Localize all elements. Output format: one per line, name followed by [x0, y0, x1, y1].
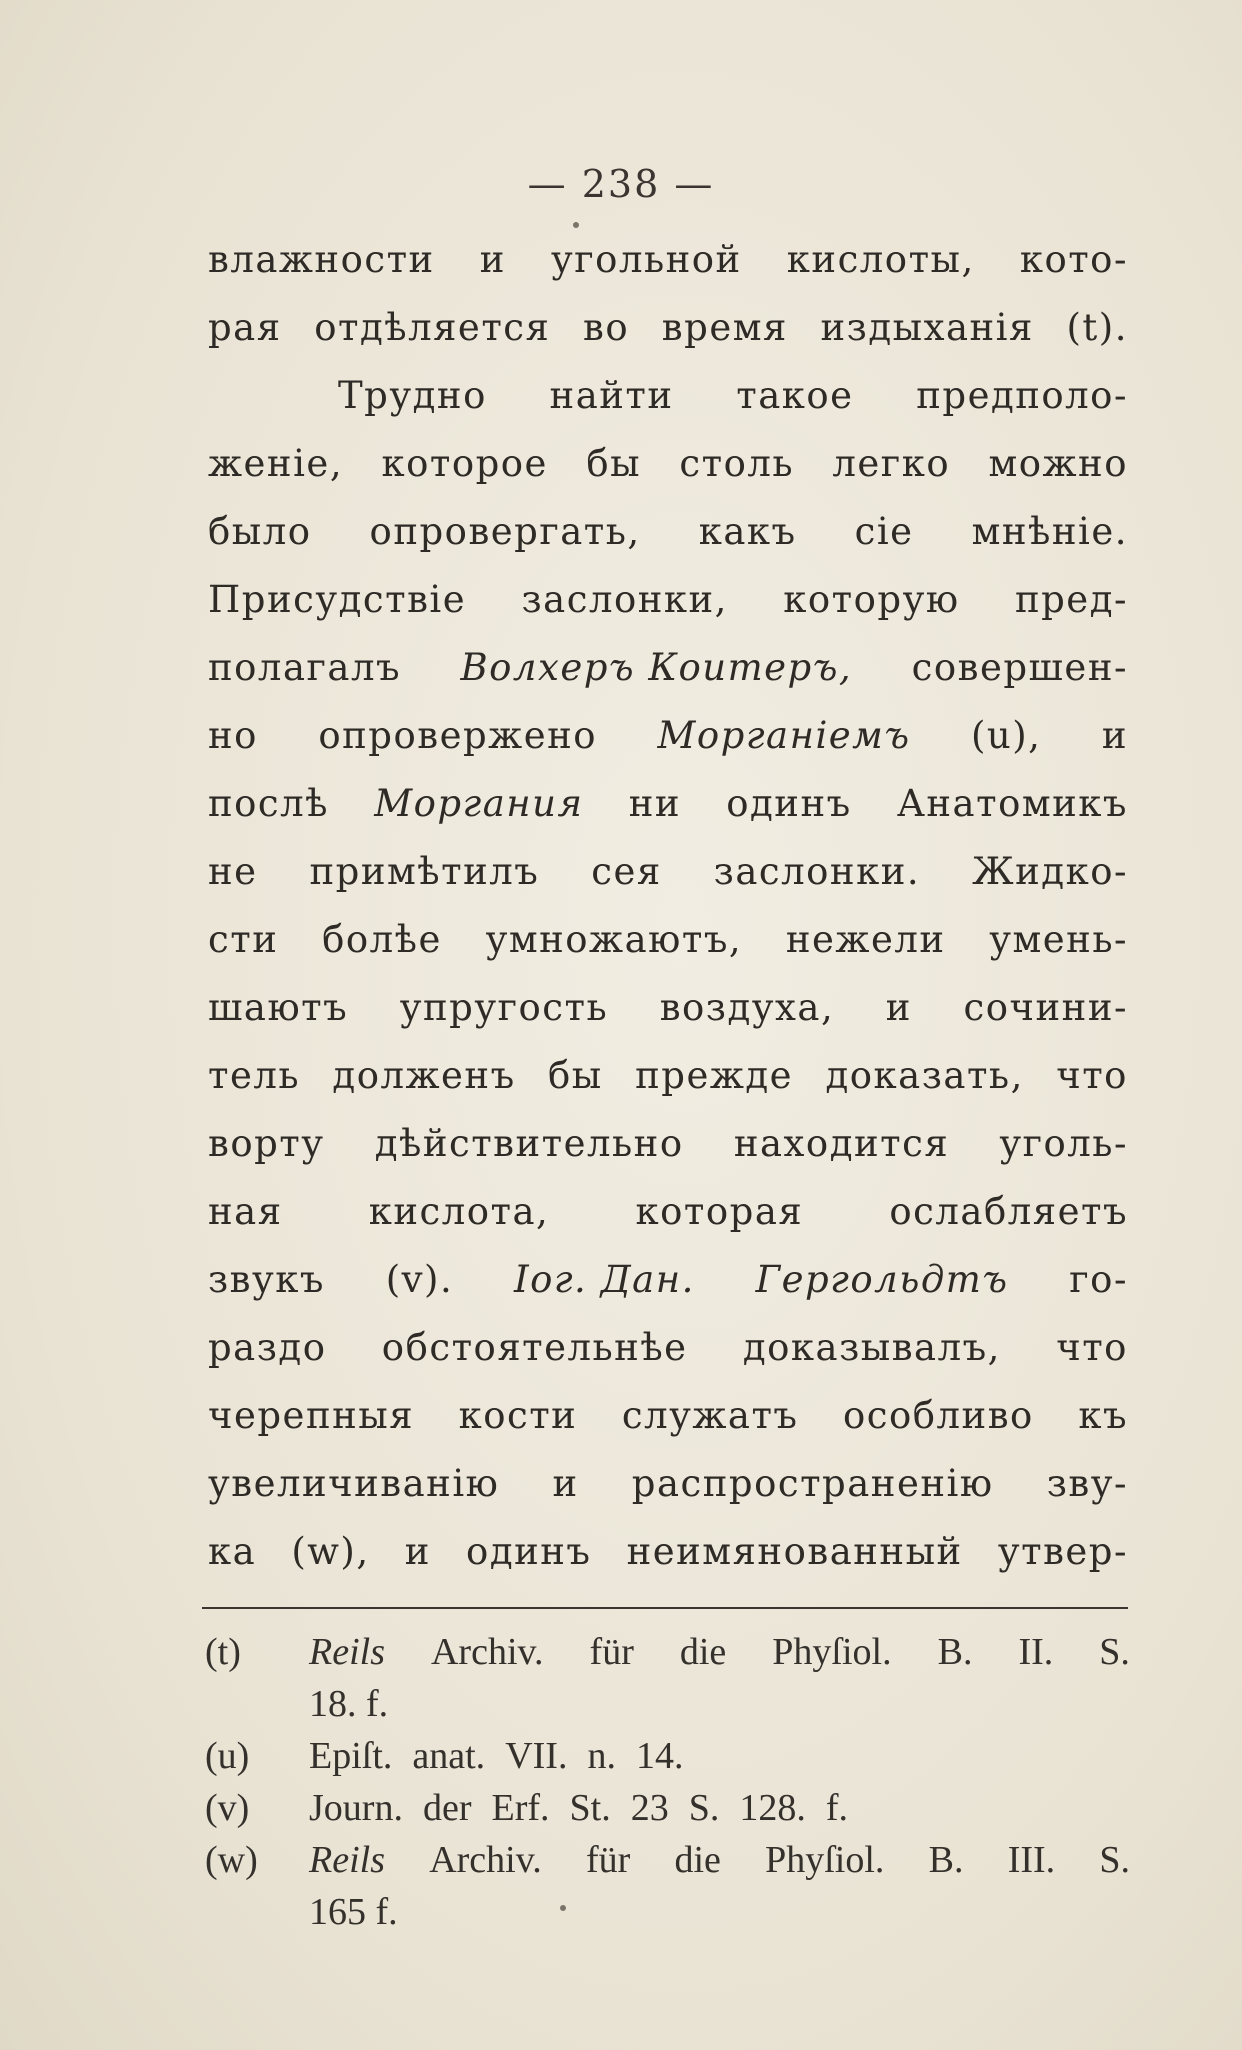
footnote-word: für	[589, 1631, 634, 1673]
word: Волхеръ Коитеръ,	[460, 646, 853, 689]
word: Моргания	[374, 782, 584, 825]
text-line	[208, 1110, 1128, 1178]
word: во	[583, 306, 630, 349]
word: отдѣляется	[314, 306, 551, 349]
word: (t).	[1066, 306, 1128, 349]
word: не	[208, 850, 258, 893]
word: го-	[1069, 1258, 1128, 1301]
footnote-mark: (v)	[205, 1787, 250, 1829]
paper-speck	[573, 222, 579, 228]
word: примѣтилъ	[309, 850, 540, 893]
footnote-word: Phyſiol.	[765, 1839, 885, 1881]
text-line	[208, 702, 1128, 770]
word: (v).	[385, 1258, 454, 1301]
word: которую	[783, 578, 960, 621]
word: находится	[733, 1122, 950, 1165]
text-line	[208, 1246, 1128, 1314]
word: служатъ	[621, 1394, 799, 1437]
text-line	[208, 634, 1128, 702]
word: (w),	[291, 1530, 370, 1573]
footnote-word: der	[422, 1787, 472, 1829]
footnote-divider	[202, 1607, 1128, 1609]
word: издыханія	[820, 306, 1034, 349]
word: къ	[1078, 1394, 1128, 1437]
word: одинъ	[726, 782, 852, 825]
word: Присудствіе	[208, 578, 467, 621]
word: легко	[832, 442, 951, 485]
word: нежели	[785, 918, 946, 961]
word: ная	[208, 1190, 283, 1233]
footnote-word: 128.	[739, 1787, 806, 1829]
word: столь	[679, 442, 795, 485]
word: доказывалъ,	[742, 1326, 1001, 1369]
word: ворту	[208, 1122, 325, 1165]
word: особливо	[842, 1394, 1034, 1437]
paper-speck	[560, 1905, 566, 1911]
word: можно	[988, 442, 1128, 485]
footnote-word: II.	[1018, 1631, 1054, 1673]
word: мнѣніе.	[971, 510, 1128, 553]
word: сти	[208, 918, 279, 961]
word: болѣе	[322, 918, 442, 961]
text-line	[208, 838, 1128, 906]
footnote-word: 14.	[635, 1735, 684, 1777]
footnote-word: Archiv.	[429, 1839, 542, 1881]
body-text	[208, 226, 1128, 1586]
word: зву-	[1046, 1462, 1128, 1505]
word: шаютъ	[208, 986, 349, 1029]
text-line	[208, 1042, 1128, 1110]
word: кислота,	[368, 1190, 550, 1233]
footnote-mark: (t)	[205, 1631, 241, 1673]
footnote-mark: (w)	[205, 1839, 258, 1881]
word: воздуха,	[659, 986, 835, 1029]
footnote-text	[309, 1782, 1130, 1834]
word: совершен-	[911, 646, 1128, 689]
footnote-word: S.	[688, 1787, 720, 1829]
word: раздо	[208, 1326, 327, 1369]
text-line	[208, 362, 1128, 430]
word: и	[1101, 714, 1128, 757]
footnote-word: Archiv.	[430, 1631, 544, 1673]
word: черепныя	[208, 1394, 415, 1437]
word: опровергать,	[369, 510, 641, 553]
text-line	[208, 974, 1128, 1042]
word: умень-	[989, 918, 1128, 961]
word: сея	[591, 850, 662, 893]
text-line	[208, 906, 1128, 974]
word: Жидко-	[972, 850, 1128, 893]
footnote-word: die	[679, 1631, 727, 1673]
word: упругость	[399, 986, 609, 1029]
text-line	[208, 294, 1128, 362]
footnote-word: Phyſiol.	[772, 1631, 892, 1673]
footnote	[205, 1626, 1130, 1678]
word: кото-	[1019, 238, 1128, 281]
footnote-word: 23	[630, 1787, 669, 1829]
footnote-word: VII.	[505, 1735, 568, 1777]
footnote-word: Erf.	[491, 1787, 550, 1829]
word: послѣ	[208, 782, 329, 825]
word: угольной	[551, 238, 742, 281]
footnote-text	[309, 1626, 1130, 1678]
footnote-word: S.	[1099, 1631, 1130, 1673]
footnote-word: Journ.	[309, 1787, 403, 1829]
word: Гергольдтъ	[755, 1258, 1009, 1301]
text-line	[208, 226, 1128, 294]
word: Морганіемъ	[657, 714, 911, 757]
word: тель	[208, 1054, 301, 1097]
word: и	[885, 986, 912, 1029]
footnote-word: B.	[928, 1839, 964, 1881]
footnote-text	[309, 1834, 1130, 1886]
footnote-word: die	[674, 1839, 721, 1881]
text-line	[208, 566, 1128, 634]
word: долженъ	[332, 1054, 516, 1097]
text-line	[208, 1178, 1128, 1246]
word: Анатомикъ	[896, 782, 1128, 825]
text-line	[208, 1382, 1128, 1450]
word: полагалъ	[208, 646, 401, 689]
word: опровержено	[318, 714, 598, 757]
footnote-text	[309, 1730, 1130, 1782]
word: что	[1056, 1326, 1128, 1369]
footnote-word: S.	[1099, 1839, 1130, 1881]
footnote-word: III.	[1007, 1839, 1056, 1881]
footnote-word: B.	[937, 1631, 973, 1673]
word: кислоты,	[786, 238, 975, 281]
word: было	[208, 510, 312, 553]
word: ослабляетъ	[889, 1190, 1128, 1233]
footnote-word: n.	[587, 1735, 616, 1777]
word: такое	[736, 374, 854, 417]
word: которое	[381, 442, 548, 485]
word: обстоятельнѣе	[381, 1326, 688, 1369]
text-line	[208, 1518, 1128, 1586]
text-line	[208, 498, 1128, 566]
word: какъ	[698, 510, 797, 553]
word: распространенію	[631, 1462, 994, 1505]
page-number: — 238 —	[527, 162, 715, 206]
word: одинъ	[466, 1530, 592, 1573]
word: бы	[548, 1054, 603, 1097]
footnote	[205, 1730, 1130, 1782]
word: которая	[635, 1190, 804, 1233]
word: умножаютъ,	[485, 918, 743, 961]
word: и	[479, 238, 506, 281]
footnote-continuation: 165 f.	[309, 1891, 398, 1933]
word: что	[1056, 1054, 1128, 1097]
footnote-word: anat.	[412, 1735, 486, 1777]
word: заслонки.	[713, 850, 921, 893]
word: предполо-	[916, 374, 1128, 417]
text-line	[208, 430, 1128, 498]
footnote-word: Reils	[309, 1839, 385, 1881]
footnote	[205, 1834, 1130, 1886]
footnote-mark: (u)	[205, 1735, 250, 1777]
footnote-continuation: 18. f.	[309, 1683, 389, 1725]
word: и	[404, 1530, 431, 1573]
word: неимянованный	[626, 1530, 963, 1573]
word: сіе	[854, 510, 914, 553]
word: уголь-	[999, 1122, 1128, 1165]
word: увеличиванію	[208, 1462, 500, 1505]
word: бы	[586, 442, 642, 485]
footnote-word: Reils	[309, 1631, 385, 1673]
word: Трудно	[338, 374, 487, 417]
word: дѣйствительно	[374, 1122, 684, 1165]
word: утвер-	[997, 1530, 1128, 1573]
word: пред-	[1014, 578, 1128, 621]
word: кости	[458, 1394, 578, 1437]
footnote-word: für	[585, 1839, 631, 1881]
word: (u),	[970, 714, 1042, 757]
word: рая	[208, 306, 282, 349]
text-line	[208, 770, 1128, 838]
word: прежде	[635, 1054, 794, 1097]
text-line	[208, 1450, 1128, 1518]
footnote-word: St.	[569, 1787, 611, 1829]
word: звукъ	[208, 1258, 325, 1301]
word: влажности	[208, 238, 435, 281]
word: доказать,	[825, 1054, 1024, 1097]
footnotes	[205, 1626, 1130, 1938]
word: ни	[628, 782, 682, 825]
word: время	[661, 306, 788, 349]
footnote	[205, 1782, 1130, 1834]
word: женіе,	[208, 442, 344, 485]
word: но	[208, 714, 258, 757]
word: заслонки,	[521, 578, 728, 621]
word: сочини-	[963, 986, 1128, 1029]
text-line	[208, 1314, 1128, 1382]
word: и	[552, 1462, 579, 1505]
footnote-word: Epiſt.	[309, 1735, 393, 1777]
word: ка	[208, 1530, 257, 1573]
footnote-word: f.	[825, 1787, 849, 1829]
word: Іог. Дан.	[513, 1258, 695, 1301]
word: найти	[549, 374, 674, 417]
